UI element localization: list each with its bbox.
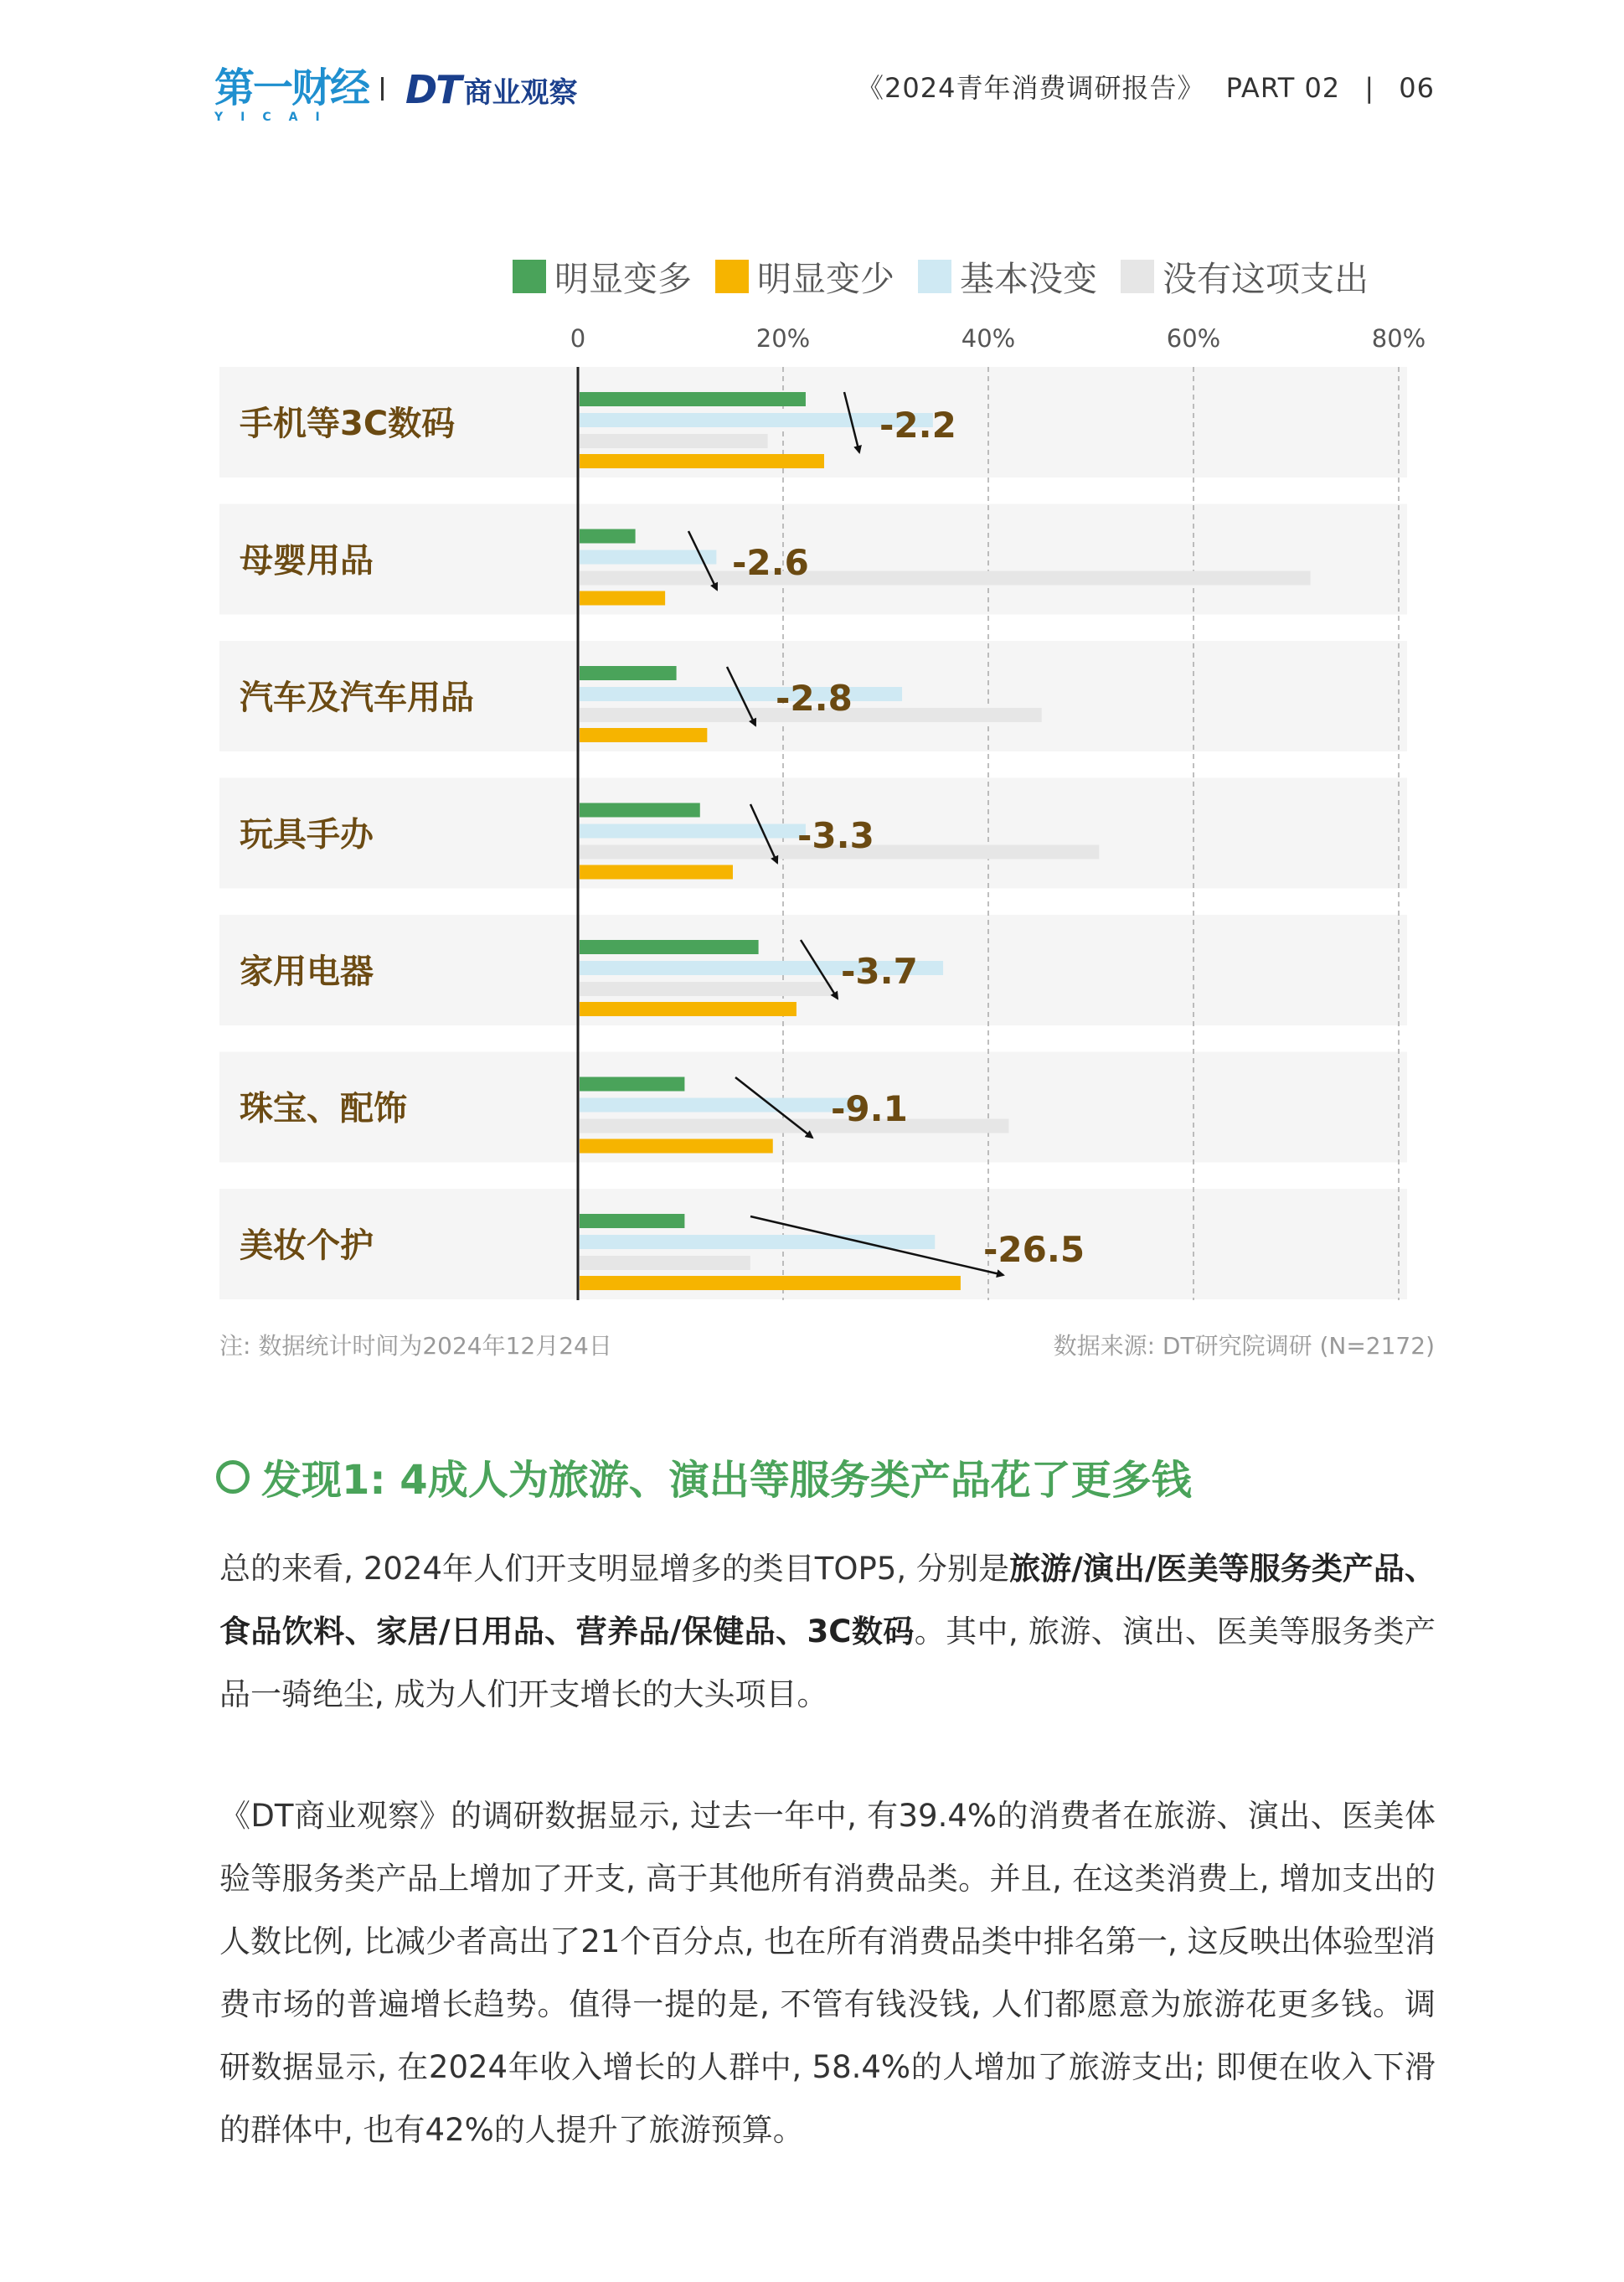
bar (580, 1214, 684, 1228)
bar (580, 728, 707, 742)
category-label: 美妆个护 (240, 1226, 374, 1265)
bar (580, 1276, 961, 1290)
dt-logo-mark: DT (405, 67, 461, 112)
net-change-label: -26.5 (983, 1229, 1085, 1270)
bar (580, 550, 716, 565)
net-change-label: -3.7 (841, 951, 918, 992)
yicai-logo-text: 第一财经 (214, 65, 369, 111)
paragraph-1 (219, 1537, 1436, 1726)
bar (580, 865, 733, 880)
part-label: PART 02 (1225, 72, 1341, 104)
category-label: 珠宝、配饰 (240, 1089, 407, 1128)
category-label: 玩具手办 (240, 815, 374, 854)
bar (580, 1098, 864, 1113)
page-number: 06 (1399, 72, 1435, 104)
net-change-label: -2.6 (732, 542, 809, 583)
finding-heading (216, 1448, 1192, 1505)
yicai-logo-sub: YICAI (214, 111, 338, 124)
legend-label: 没有这项支出 (1163, 259, 1369, 299)
x-tick-label: 80% (1371, 324, 1426, 353)
category-label: 家用电器 (240, 953, 374, 991)
paragraph-2: 《DT商业观察》的调研数据显示, 过去一年中, 有39.4%的消费者在旅游、演出、医美体验等服务类产品上增加了开支, 高于其他所有消费品类。并且, 在这类消费上, 增加支出的人数比例, 比减少者高出了21个百分点, 也在所有消费品类中排名第一, 这反映出体验型消费市场的普遍增长趋势。值得一提的是, 不管有钱没钱, 人们都愿意为旅游花更多钱。调研数据显示, 在2024年收入增长的人群中, 58.4%的人增加了旅游支出; 即便在收入下滑的群体中, 也有42%的人提升了旅游预算。 (219, 1798, 1436, 2148)
bar (580, 591, 665, 606)
legend-label: 明显变多 (554, 259, 692, 299)
x-tick-label: 40% (961, 324, 1016, 353)
bar (580, 454, 824, 468)
bar (580, 1139, 773, 1154)
data-source: 数据来源: DT研究院调研 (N=2172) (1053, 1332, 1435, 1360)
bar (580, 824, 806, 839)
bar (580, 666, 677, 680)
chart-note: 注: 数据统计时间为2024年12月24日 (219, 1332, 612, 1360)
dt-logo-text: 商业观察 (463, 75, 578, 110)
report-title: 《2024青年消费调研报告》 (857, 72, 1205, 104)
bar (580, 392, 806, 406)
net-change-label: -9.1 (831, 1088, 908, 1129)
legend-label: 明显变少 (757, 259, 894, 299)
net-change-label: -2.8 (776, 678, 853, 719)
finding-title: 发现1: 4成人为旅游、演出等服务类产品花了更多钱 (261, 1457, 1192, 1504)
category-row-band (219, 504, 1407, 615)
x-tick-label: 0 (570, 324, 586, 353)
bar (580, 982, 833, 996)
category-label: 母婴用品 (240, 541, 374, 581)
bar (580, 434, 768, 448)
header-divider: | (1364, 72, 1375, 104)
bar (580, 803, 700, 818)
bar (580, 1119, 1009, 1133)
net-change-label: -3.3 (797, 815, 874, 856)
category-label: 手机等3C数码 (240, 405, 456, 443)
bar (580, 529, 636, 544)
x-tick-label: 60% (1166, 324, 1221, 353)
paragraph-1-highlight: 旅游/演出/医美等服务类产品、食品饮料、家居/日用品、营养品/保健品、3C数码 (219, 1551, 1436, 1650)
net-change-label: -2.2 (879, 405, 956, 446)
x-tick-label: 20% (755, 324, 811, 353)
paragraph-1-text-c: 。其中, 旅游、演出、医美等服务类产品一骑绝尘, 成为人们开支增长的大头项目。 (219, 1613, 1436, 1712)
bar (580, 940, 759, 954)
category-label: 汽车及汽车用品 (240, 679, 474, 717)
legend-label: 基本没变 (960, 259, 1097, 299)
circle-bullet-icon (216, 1460, 250, 1494)
bar (580, 1077, 684, 1092)
bar (580, 571, 1311, 586)
bar (580, 1256, 750, 1270)
paragraph-1-text-a: 总的来看, 2024年人们开支明显增多的类目TOP5, 分别是 (219, 1551, 1010, 1587)
bar (580, 1002, 797, 1016)
